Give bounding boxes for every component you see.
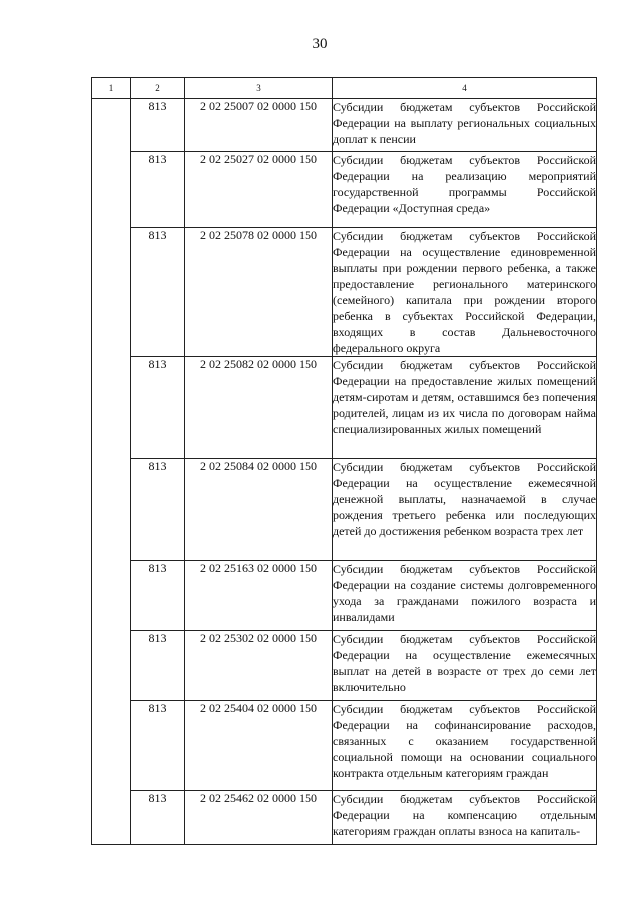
admin-code-cell: 813 bbox=[131, 791, 185, 845]
table-row bbox=[92, 459, 597, 561]
admin-code-cell: 813 bbox=[131, 228, 185, 357]
description-cell: Субсидии бюджетам субъектов Российской Федерации на компенсацию отдельным категориям граждан оплаты взноса на капиталь- bbox=[333, 791, 597, 845]
table-header-row bbox=[92, 78, 597, 99]
kbk-code-cell: 2 02 25462 02 0000 150 bbox=[185, 791, 333, 845]
table-row bbox=[92, 228, 597, 357]
column-header-1: 1 bbox=[92, 78, 131, 99]
column-header-2: 2 bbox=[131, 78, 185, 99]
column-header-4: 4 bbox=[333, 78, 597, 99]
kbk-code-cell: 2 02 25163 02 0000 150 bbox=[185, 561, 333, 631]
admin-code-cell: 813 bbox=[131, 701, 185, 791]
page-number: 30 bbox=[312, 36, 328, 52]
description-cell: Субсидии бюджетам субъектов Российской Федерации на выплату региональных социальных доплат к пенсии bbox=[333, 99, 597, 152]
table-row bbox=[92, 791, 597, 845]
description-cell: Субсидии бюджетам субъектов Российской Федерации на реализацию мероприятий государственной программы Российской Федерации «Доступная среда» bbox=[333, 152, 597, 228]
description-cell: Субсидии бюджетам субъектов Российской Федерации на осуществление единовременной выплаты при рождении первого ребенка, а также предоставление регионального материнского (семейного) капитала при рождении второго ребенка в субъектах Российской Федерации, входящих в состав Дальневосточного федерального округа bbox=[333, 229, 596, 355]
admin-code-cell: 813 bbox=[131, 631, 185, 701]
kbk-code-cell: 2 02 25084 02 0000 150 bbox=[185, 459, 333, 561]
admin-code-cell: 813 bbox=[131, 561, 185, 631]
empty-column-cell bbox=[92, 99, 131, 845]
description-cell: Субсидии бюджетам субъектов Российской Федерации на осуществление ежемесячных выплат на детей в возрасте от трех до семи лет включительно bbox=[333, 631, 597, 701]
kbk-code-cell: 2 02 25007 02 0000 150 bbox=[185, 99, 333, 152]
admin-code-cell: 813 bbox=[131, 152, 185, 228]
kbk-code-cell: 2 02 25082 02 0000 150 bbox=[185, 357, 333, 459]
table-row bbox=[92, 99, 597, 152]
admin-code-cell: 813 bbox=[131, 99, 185, 152]
description-cell: Субсидии бюджетам субъектов Российской Федерации на софинансирование расходов, связанных с оказанием государственной социальной помощи на основании социального контракта отдельным категориям граждан bbox=[333, 701, 597, 791]
kbk-code-cell: 2 02 25078 02 0000 150 bbox=[185, 228, 333, 357]
table-row bbox=[92, 701, 597, 791]
kbk-code-cell: 2 02 25302 02 0000 150 bbox=[185, 631, 333, 701]
description-cell: Субсидии бюджетам субъектов Российской Федерации на осуществление ежемесячной денежной выплаты, назначаемой в случае рождения третьего ребенка или последующих детей до достижения ребенком возраста трех лет bbox=[333, 459, 597, 561]
table-row bbox=[92, 152, 597, 228]
admin-code-cell: 813 bbox=[131, 357, 185, 459]
kbk-code-cell: 2 02 25404 02 0000 150 bbox=[185, 701, 333, 791]
description-cell: Субсидии бюджетам субъектов Российской Федерации на предоставление жилых помещений детям-сиротам и детям, оставшимся без попечения родителей, лицам из их числа по договорам найма специализированных жилых помещений bbox=[333, 357, 597, 459]
description-cell: Субсидии бюджетам субъектов Российской Федерации на создание системы долговременного ухода за гражданами пожилого возраста и инвалидами bbox=[333, 561, 597, 631]
budget-table bbox=[91, 77, 597, 845]
table-row bbox=[92, 631, 597, 701]
column-header-3: 3 bbox=[185, 78, 333, 99]
table-row bbox=[92, 561, 597, 631]
admin-code-cell: 813 bbox=[131, 459, 185, 561]
table-row bbox=[92, 357, 597, 459]
kbk-code-cell: 2 02 25027 02 0000 150 bbox=[185, 152, 333, 228]
